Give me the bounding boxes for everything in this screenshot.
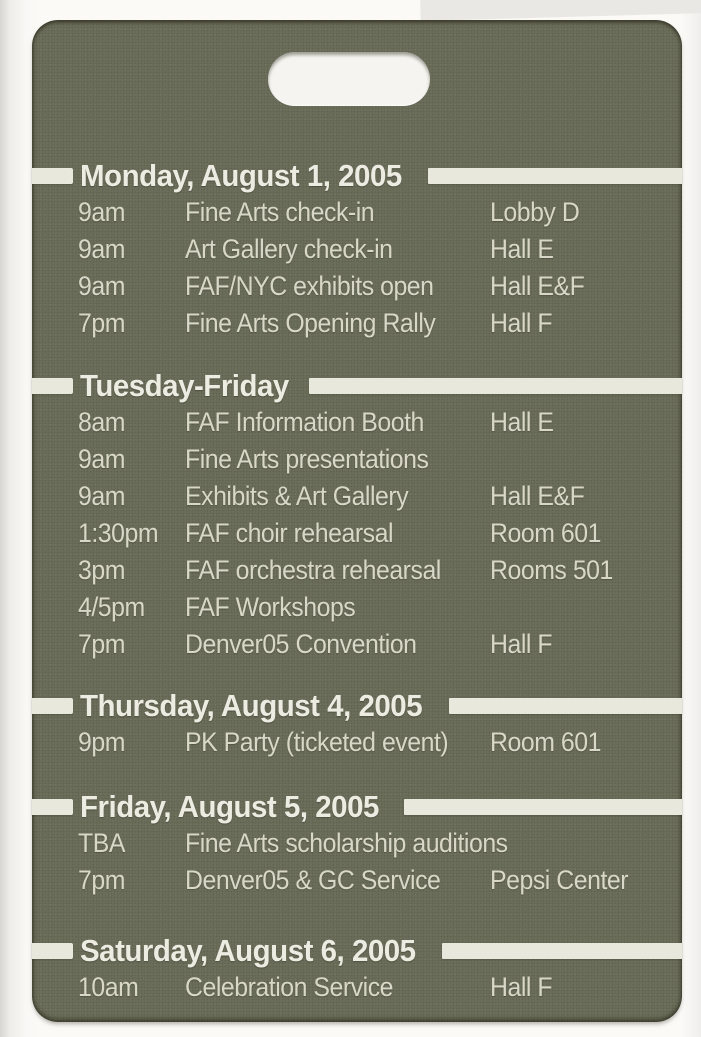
section-rows xyxy=(32,194,682,342)
event-location: Pepsi Center xyxy=(490,865,629,895)
section-header xyxy=(32,368,682,404)
header-rule-left xyxy=(32,943,73,959)
event-time: 1:30pm xyxy=(78,518,159,548)
event-name: FAF choir rehearsal xyxy=(185,518,394,548)
schedule-row xyxy=(78,862,682,899)
event-name: FAF orchestra rehearsal xyxy=(185,555,441,585)
event-location: Hall F xyxy=(490,972,553,1002)
event-name: FAF Information Booth xyxy=(185,407,424,437)
event-location: Lobby D xyxy=(490,197,580,227)
event-location: Hall E xyxy=(490,234,554,264)
event-location: Hall E&F xyxy=(490,481,585,511)
section-header xyxy=(32,789,682,825)
event-name: Fine Arts presentations xyxy=(185,444,429,474)
section-title: Monday, August 1, 2005 xyxy=(80,158,402,193)
event-name: Exhibits & Art Gallery xyxy=(185,481,409,511)
schedule-row xyxy=(78,268,682,305)
section-header xyxy=(32,158,682,194)
event-time: 10am xyxy=(78,972,139,1002)
event-location: Hall E xyxy=(490,407,554,437)
event-name: Fine Arts scholarship auditions xyxy=(185,828,508,858)
schedule-row xyxy=(78,441,682,478)
section-title: Friday, August 5, 2005 xyxy=(80,789,379,824)
section-title: Saturday, August 6, 2005 xyxy=(80,933,416,968)
event-name: Fine Arts check-in xyxy=(185,197,375,227)
event-time: 9am xyxy=(78,197,125,227)
event-location: Hall F xyxy=(490,629,553,659)
schedule-row xyxy=(78,825,682,862)
header-rule-right xyxy=(449,698,682,714)
section-header xyxy=(32,688,682,724)
section-rows xyxy=(32,969,682,1006)
event-time: 9am xyxy=(78,444,125,474)
section-rows xyxy=(32,825,682,899)
schedule-sections xyxy=(32,20,682,1022)
event-time: 9am xyxy=(78,234,125,264)
section-rows xyxy=(32,724,682,761)
event-time: 9am xyxy=(78,271,125,301)
schedule-section xyxy=(32,688,682,761)
event-name: Fine Arts Opening Rally xyxy=(185,308,436,338)
event-location xyxy=(490,589,682,626)
event-name: Denver05 & GC Service xyxy=(185,865,441,895)
schedule-row xyxy=(78,969,682,1006)
schedule-row xyxy=(78,231,682,268)
event-time: 7pm xyxy=(78,629,125,659)
event-name: Denver05 Convention xyxy=(185,629,417,659)
header-rule-right xyxy=(428,168,682,184)
header-rule-right xyxy=(309,378,682,394)
event-location xyxy=(490,441,682,478)
event-time: 4/5pm xyxy=(78,592,145,622)
schedule-row xyxy=(78,194,682,231)
schedule-row xyxy=(78,478,682,515)
event-name: FAF/NYC exhibits open xyxy=(185,271,434,301)
event-location: Room 601 xyxy=(490,518,601,548)
schedule-section xyxy=(32,789,682,899)
event-location xyxy=(490,825,682,862)
event-name: Celebration Service xyxy=(185,972,394,1002)
section-title: Tuesday-Friday xyxy=(80,368,289,403)
event-name: PK Party (ticketed event) xyxy=(185,727,449,757)
schedule-row xyxy=(78,626,682,663)
header-rule-left xyxy=(32,168,73,184)
event-time: 9am xyxy=(78,481,125,511)
section-title: Thursday, August 4, 2005 xyxy=(80,688,423,723)
schedule-row xyxy=(78,305,682,342)
schedule-section xyxy=(32,158,682,342)
event-time: 7pm xyxy=(78,308,125,338)
event-location: Room 601 xyxy=(490,727,601,757)
schedule-row xyxy=(78,552,682,589)
event-location: Rooms 501 xyxy=(490,555,613,585)
schedule-row xyxy=(78,724,682,761)
event-time: 8am xyxy=(78,407,125,437)
header-rule-right xyxy=(442,943,682,959)
event-time: 3pm xyxy=(78,555,125,585)
schedule-section xyxy=(32,368,682,663)
event-time: 7pm xyxy=(78,865,125,895)
header-rule-left xyxy=(32,378,73,394)
event-location: Hall E&F xyxy=(490,271,585,301)
schedule-row xyxy=(78,589,682,626)
event-time: 9pm xyxy=(78,727,125,757)
schedule-row xyxy=(78,404,682,441)
event-name: Art Gallery check-in xyxy=(185,234,393,264)
event-name: FAF Workshops xyxy=(185,592,356,622)
header-rule-right xyxy=(404,799,682,815)
schedule-row xyxy=(78,515,682,552)
section-header xyxy=(32,933,682,969)
event-time: TBA xyxy=(78,828,125,858)
schedule-section xyxy=(32,933,682,1006)
section-rows xyxy=(32,404,682,663)
header-rule-left xyxy=(32,698,73,714)
header-rule-left xyxy=(32,799,73,815)
schedule-card xyxy=(32,20,682,1022)
event-location: Hall F xyxy=(490,308,553,338)
